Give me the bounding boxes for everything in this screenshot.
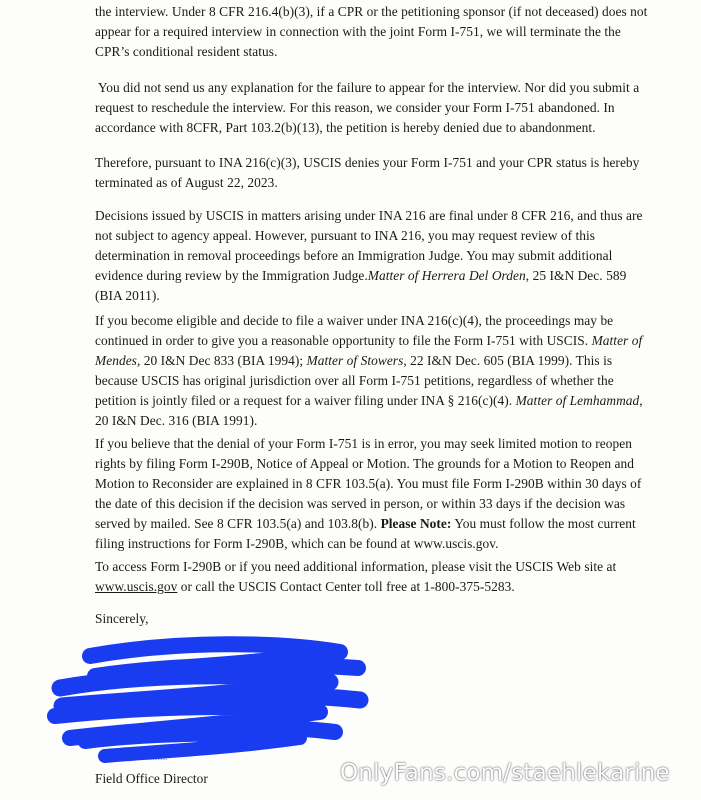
text-line: filing instructions for Form I-290B, which can be found at www.uscis.gov. [95,536,499,551]
text-line: You did not send us any explanation for the failure to appear for the interview. Nor did you submit a [95,80,640,95]
text-line: appear for a required interview in connection with the joint Form I-751, we will terminate the the [95,24,621,39]
redaction-strokes [55,644,360,756]
text-line: Motion to Reconsider are explained in 8 CFR 103.5(a). You must file Form I-290B within 30 days of [95,476,642,491]
case-citation: Matter of Stowers [306,353,404,368]
text-line: 20 I&N Dec. 316 (BIA 1991). [95,413,258,428]
text-line: the interview. Under 8 CFR 216.4(b)(3), if a CPR or the petitioning sponsor (if not deceased) does not [95,4,648,19]
please-note-label: Please Note: [380,516,452,531]
text-span: evidence during review by the Immigration Judge. [95,268,368,283]
text-span: served by mailed. See 8 CFR 103.5(a) and 103.8(b). [95,516,381,531]
text-line: (BIA 2011). [95,288,160,303]
text-line: If you believe that the denial of your Form I-751 is in error, you may seek limited motion to reopen [95,436,632,451]
text-line: accordance with 8CFR, Part 103.2(b)(13), the petition is hereby denied due to abandonment. [95,120,596,135]
case-citation: Matter of [591,333,643,348]
text-line: request to reschedule the interview. For this reason, we consider your Form I-751 abandoned. In [95,100,615,115]
text-span: or call the USCIS Contact Center toll free at 1-800-375-5283. [177,579,515,594]
text-span: , 20 I&N Dec 833 (BIA 1994); [136,353,307,368]
case-citation: Matter of Lemhammad [515,393,640,408]
closing-salutation: Sincerely, [95,611,149,626]
signature-title: Field Office Director [95,771,208,786]
text-line: because USCIS has original jurisdiction over all Form I-751 petitions, regardless of whether the [95,373,614,388]
text-span: , 25 I&N Dec. 589 [525,268,627,283]
text-line: determination in removal proceedings before an Immigration Judge. You may submit additional [95,248,613,263]
text-line: terminated as of August 22, 2023. [95,175,278,190]
text-line: CPR’s conditional resident status. [95,44,278,59]
text-line: Therefore, pursuant to INA 216(c)(3), USCIS denies your Form I-751 and your CPR status is hereby [95,155,640,170]
text-line: the date of this decision if the decision was served in person, or within 33 days if the decision was [95,496,626,511]
text-line: If you become eligible and decide to file a waiver under INA 216(c)(4), the proceedings may be [95,313,614,328]
text-span: petition is jointly filed or a request for a waiver filing under INA § 216(c)(4). [95,393,516,408]
text-line: not subject to agency appeal. However, pursuant to INA 216, you may request review of this [95,228,596,243]
case-citation: Matter of Herrera Del Orden [367,268,526,283]
text-line: Decisions issued by USCIS in matters arising under INA 216 are final under 8 CFR 216, and thus are [95,208,643,223]
signature-residue: ........................... [100,752,168,763]
text-line: To access Form I-290B or if you need additional information, please visit the USCIS Web site at [95,559,617,574]
watermark-text: OnlyFans.com/staehlekarine [340,760,670,786]
redaction-stroke [85,735,300,756]
case-citation: Mendes [95,353,137,368]
text-span: You must follow the most current [451,516,636,531]
uscis-website-link[interactable]: www.uscis.gov [95,579,178,594]
text-span: , 22 I&N Dec. 605 (BIA 1999). This is [403,353,613,368]
text-span: , [639,393,643,408]
text-line: rights by filing Form I-290B, Notice of Appeal or Motion. The grounds for a Motion to Reopen and [95,456,634,471]
text-span: continued in order to give you a reasonable opportunity to file the Form I-751 with USCIS. [95,333,592,348]
